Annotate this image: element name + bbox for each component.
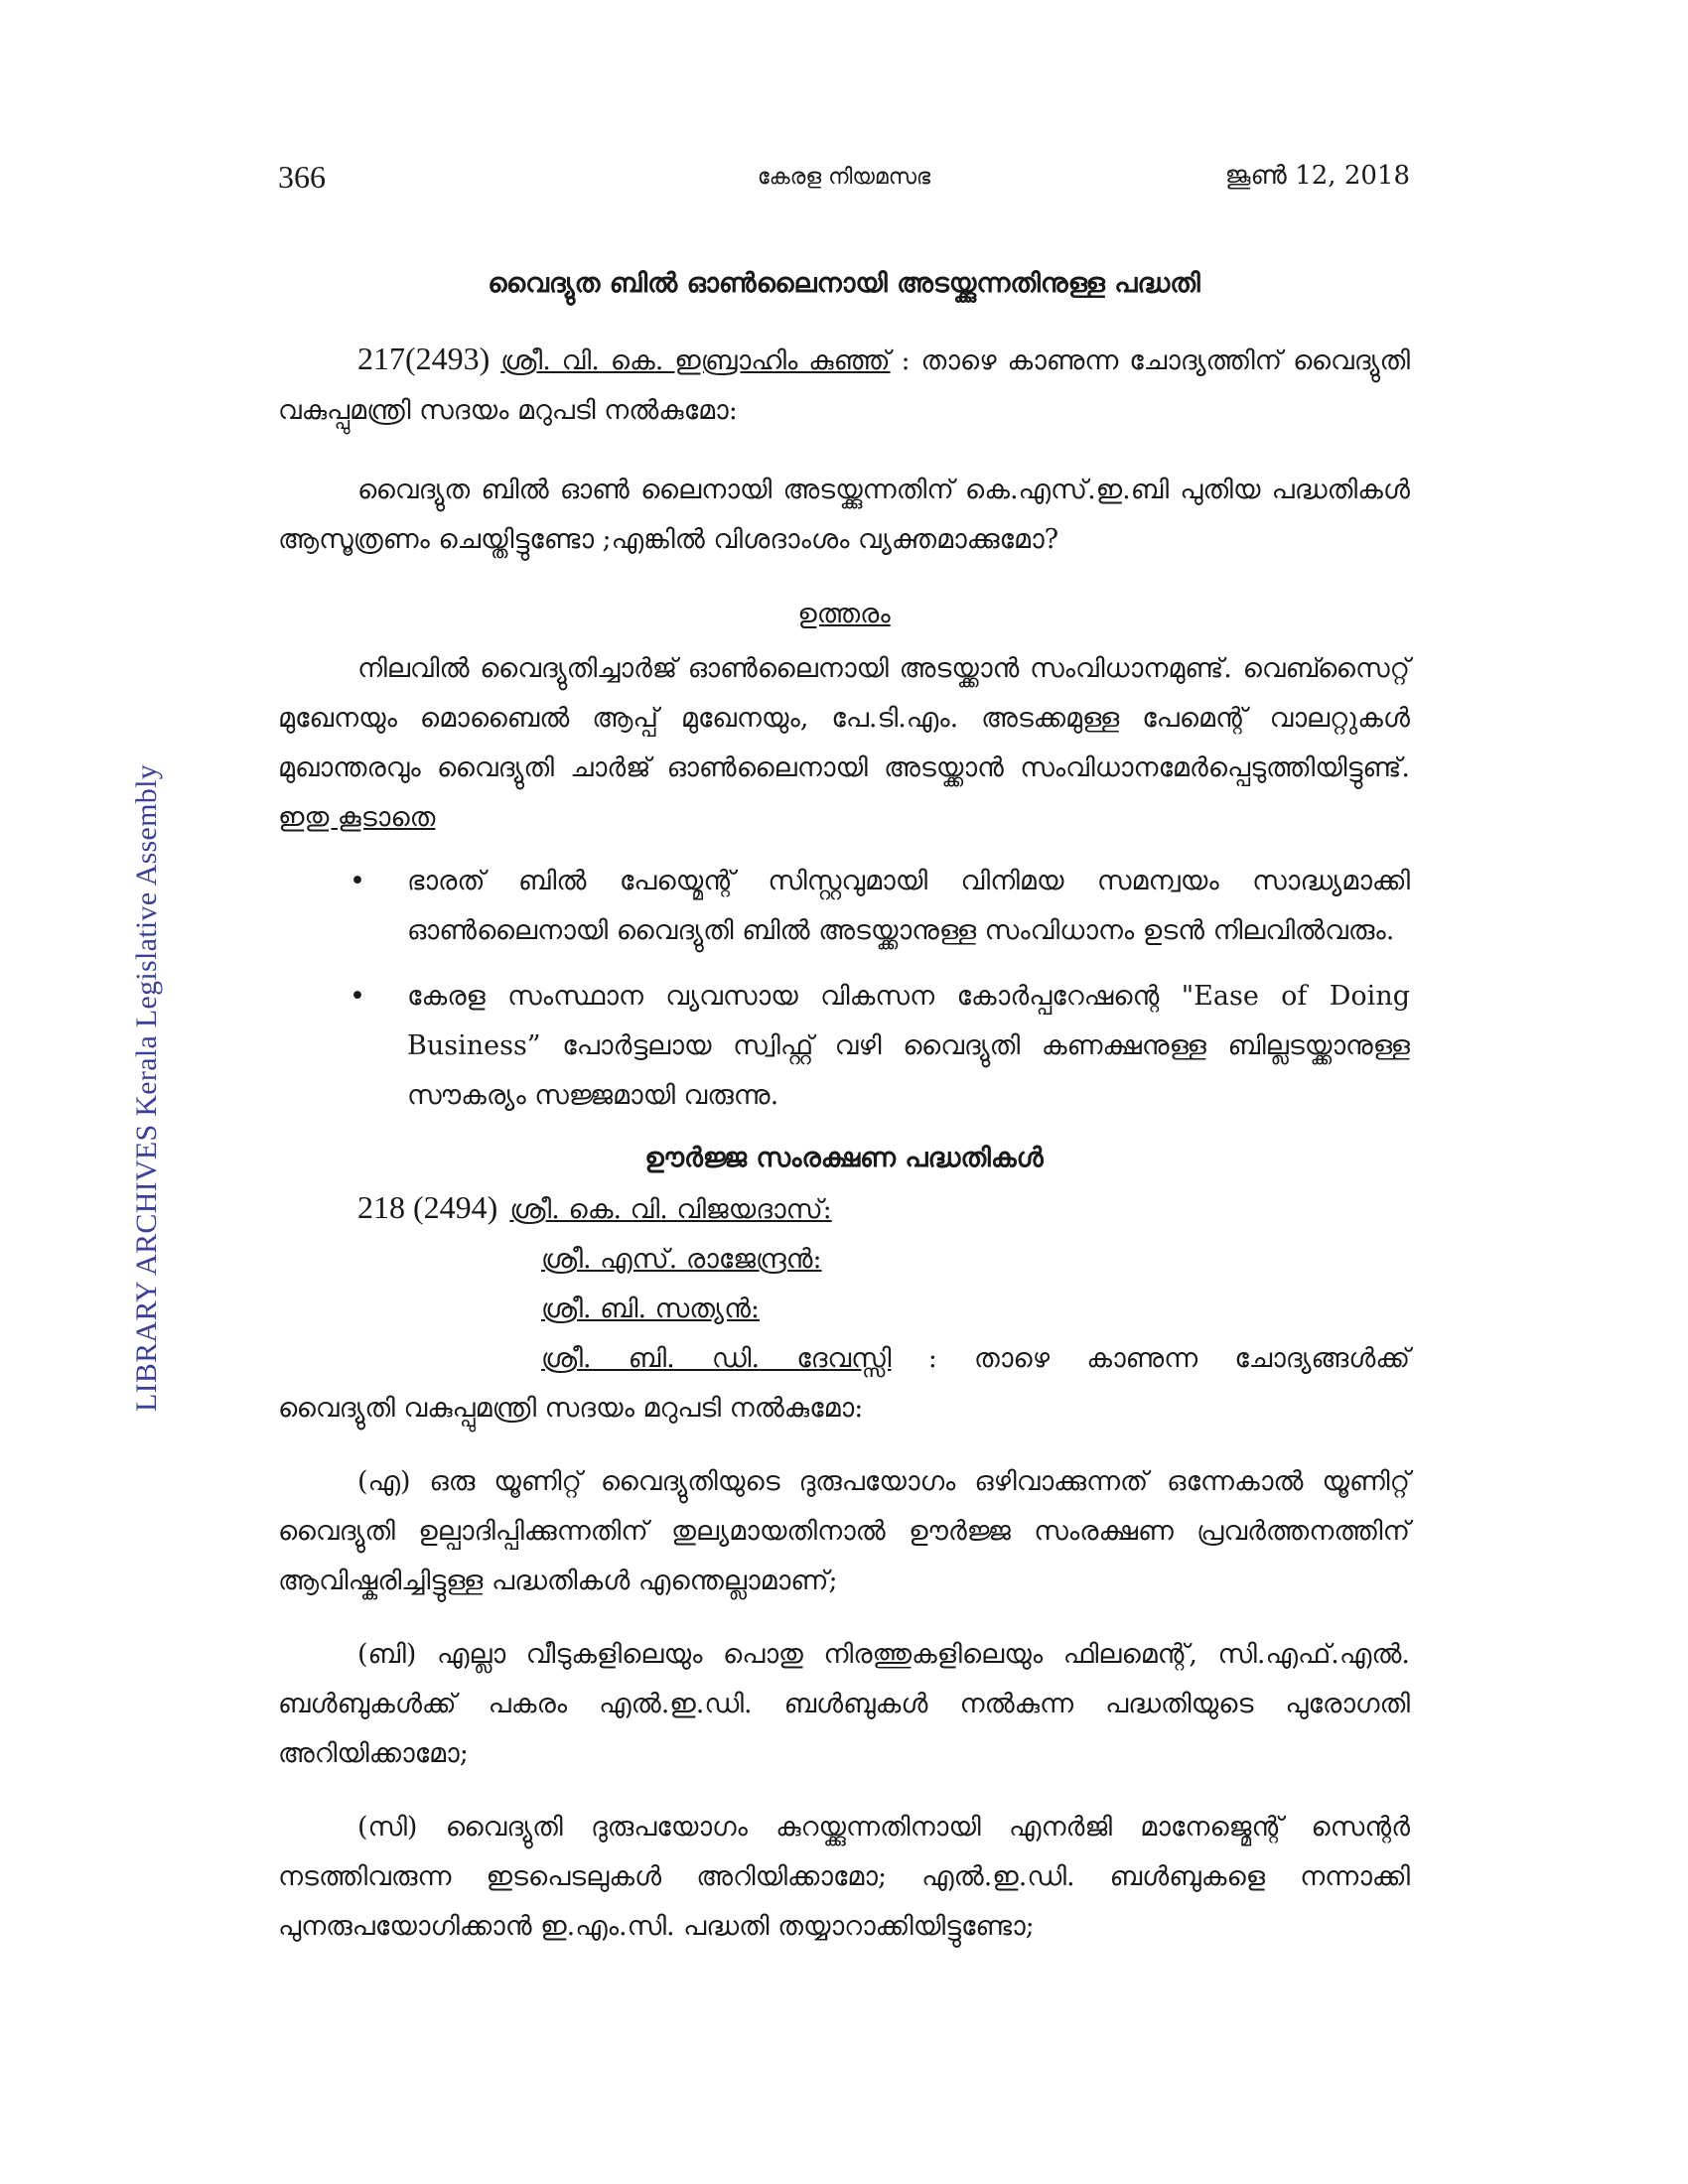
- question-218-heading: ഊർജ്ജ സംരക്ഷണ പദ്ധതികൾ: [644, 1143, 1044, 1173]
- question-intro-text: : താഴെ കാണുന്ന ചോദ്യത്തിന് വൈദ്യുതി വകുപ്പുമന്ത്രി സദയം മറുപടി നൽകുമോ:: [278, 345, 1410, 426]
- answer-body: നിലവിൽ വൈദ്യുതിച്ചാർജ് ഓൺലൈനായി അടയ്ക്കാൻ സംവിധാനമുണ്ട്. വെബ്സൈറ്റ് മുഖേനയും മൊബൈൽ ആപ്പ് മുഖേനയും, പേ.ടി.എം. അടക്കമുള്ള പേമെന്റ് വാലറ്റുകൾ മുഖാന്തരവും വൈദ്യുതി ചാർജ് ഓൺലൈനായി അടയ്ക്കാൻ സംവിധാനമേർപ്പെടുത്തിയിട്ടുണ്ട്.: [278, 653, 1410, 783]
- page-number: 366: [278, 159, 326, 195]
- question-217-text: വൈദ്യുത ബിൽ ഓൺ ലൈനായി അടയ്ക്കുന്നതിന് കെ.എസ്.ഇ.ബി പുതിയ പദ്ധതികൾ ആസൂത്രണം ചെയ്തിട്ടുണ്ടോ ;എങ്കിൽ വിശദാംശം വ്യക്തമാക്കുമോ?: [278, 475, 1410, 555]
- member-row: [278, 1285, 1410, 1334]
- page-content: [278, 268, 1410, 1952]
- running-head: [278, 159, 1410, 208]
- question-part-a: (എ) ഒരു യൂണിറ്റ് വൈദ്യുതിയുടെ ദുരുപയോഗം ഒഴിവാക്കുന്നത് ഒന്നേകാൽ യൂണിറ്റ് വൈദ്യുതി ഉല്പാദിപ്പിക്കുന്നതിന് തുല്യമായതിനാൽ ഊർജ്ജ സംരക്ഷണ പ്രവർത്തനത്തിന് ആവിഷ്കരിച്ചിട്ടുള്ള പദ്ധതികൾ എന്തെല്ലാമാണ്;: [278, 1466, 1410, 1596]
- list-item: [278, 857, 1410, 956]
- bullet-text: ഭാരത് ബിൽ പേയ്മെന്റ് സിസ്റ്റവുമായി വിനിമയ സമന്വയം സാദ്ധ്യമാക്കി ഓൺലൈനായി വൈദ്യുതി ബിൽ അടയ്ക്കാനുള്ള സംവിധാനം ഉടൻ നിലവിൽവരും.: [407, 866, 1410, 946]
- bullet-icon: •: [350, 866, 365, 896]
- member-name: ശ്രീ. എസ്. രാജേന്ദ്രൻ:: [541, 1244, 822, 1275]
- member-name: ശ്രീ. കെ. വി. വിജയദാസ്:: [509, 1194, 832, 1225]
- running-title: കേരള നിയമസഭ: [757, 165, 931, 190]
- member-row: [278, 1182, 1410, 1235]
- question-part-c: (സി) വൈദ്യുതി ദുരുപയോഗം കുറയ്ക്കുന്നതിനായി എനർജി മാനേജ്മെന്റ് സെന്റർ നടത്തിവരുന്ന ഇടപെടലുകൾ അറിയിക്കാമോ; എൽ.ഇ.ഡി. ബൾബുകളെ നന്നാക്കി പുനരുപയോഗിക്കാൻ ഇ.എം.സി. പദ്ധതി തയ്യാറാക്കിയിട്ടുണ്ടോ;: [278, 1812, 1410, 1942]
- question-intro-continuation: വൈദ്യുതി വകുപ്പുമന്ത്രി സദയം മറുപടി നൽകുമോ:: [278, 1393, 864, 1424]
- question-number: 217(2493): [357, 341, 491, 376]
- member-list: [278, 1182, 1410, 1433]
- answer-continuation: ഇതു കൂടാതെ: [278, 802, 436, 833]
- bullet-icon: •: [350, 981, 365, 1012]
- question-part-b: (ബി) എല്ലാ വീടുകളിലെയും പൊതു നിരത്തുകളിലെയും ഫിലമെന്റ്, സി.എഫ്.എൽ. ബൾബുകൾക്ക് പകരം എൽ.ഇ.ഡി. ബൾബുകൾ നൽകുന്ന പദ്ധതിയുടെ പുരോഗതി അറിയിക്കാമോ;: [278, 1639, 1410, 1769]
- member-name: ശ്രീ. ബി. സത്യൻ:: [541, 1294, 761, 1324]
- answer-heading: ഉത്തരം: [797, 599, 891, 629]
- question-number: 218 (2494): [357, 1189, 498, 1225]
- question-intro-text: : താഴെ കാണുന്ന ചോദ്യങ്ങൾക്ക്: [891, 1343, 1410, 1374]
- answer-text: [278, 644, 1410, 843]
- list-item: [278, 972, 1410, 1121]
- member-name: ശ്രീ. ബി. ഡി. ദേവസ്സി: [541, 1343, 892, 1374]
- running-date: ജൂൺ 12, 2018: [1224, 161, 1410, 191]
- answer-bullet-list: [278, 857, 1410, 1121]
- member-row: [278, 1235, 1410, 1285]
- member-name: ശ്രീ. വി. കെ. ഇബ്രാഹിം കുഞ്ഞ്: [500, 345, 891, 376]
- archive-watermark: LIBRARY ARCHIVES Kerala Legislative Assembly: [130, 763, 163, 1413]
- member-row: [278, 1334, 1410, 1384]
- question-217-intro: [278, 334, 1410, 436]
- bullet-text: കേരള സംസ്ഥാന വ്യവസായ വികസന കോർപ്പറേഷന്റെ "Ease of Doing Business” പോർട്ടലായ സ്വിഫ്റ്റ് വഴി വൈദ്യുതി കണക്ഷനുള്ള ബില്ലടയ്ക്കാനുള്ള സൗകര്യം സജ്ജമായി വരുന്നു.: [407, 981, 1410, 1111]
- question-217-heading: വൈദ്യുത ബിൽ ഓൺലൈനായി അടയ്ക്കുന്നതിനുള്ള പദ്ധതി: [488, 268, 1200, 299]
